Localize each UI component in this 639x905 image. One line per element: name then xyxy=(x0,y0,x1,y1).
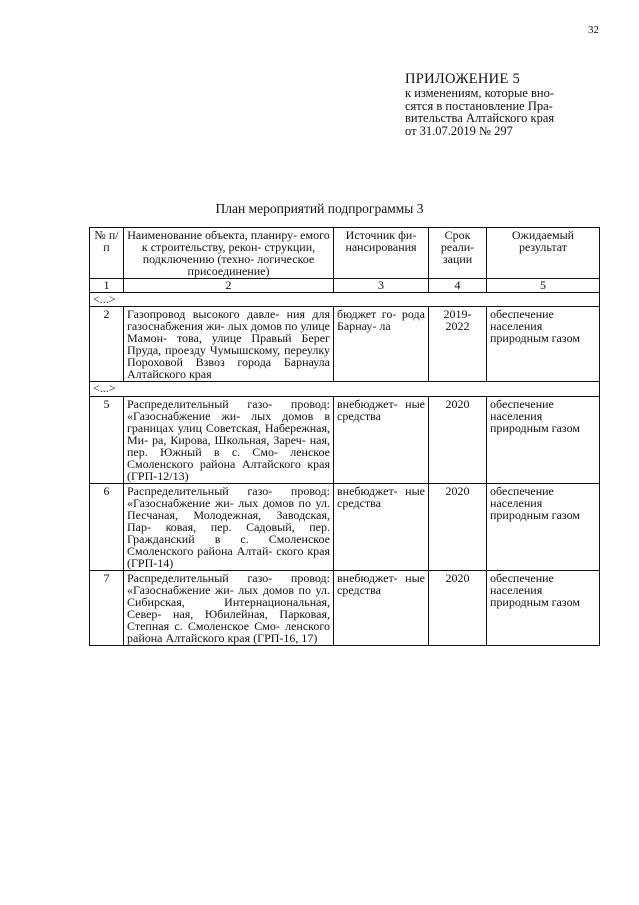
appendix-line: сятся в постановление Пра- xyxy=(405,98,553,113)
implementation-term: 2020 xyxy=(429,483,487,570)
expected-result: обеспечение населения природным газом xyxy=(487,307,600,382)
omission-row xyxy=(90,293,600,307)
measures-table xyxy=(89,227,600,646)
object-name: Распределительный газо- провод: «Газоснабжение жи- лых домов в границах улиц Советская, Набережная, Ми- ра, Кирова, Школьная, Зареч- ная, пер. Южный в с. Смо- ленское Смоленского района Алтайского края (ГРП-12/13) xyxy=(124,396,334,483)
funding-source: внебюджет- ные средства xyxy=(334,483,429,570)
appendix-line: к изменениям, которые вно- xyxy=(405,85,555,100)
table-row xyxy=(90,570,600,645)
header-object-name: Наименование объекта, планиру- емого к строительству, рекон- струкции, подключению (техно- логическое присоединение) xyxy=(124,228,334,279)
expected-result: обеспечение населения природным газом xyxy=(487,483,600,570)
funding-source: внебюджет- ные средства xyxy=(334,396,429,483)
column-number: 4 xyxy=(429,279,487,293)
row-number: 5 xyxy=(90,396,124,483)
appendix-line: от 31.07.2019 № 297 xyxy=(405,124,513,139)
column-number-row xyxy=(90,279,600,293)
implementation-term: 2020 xyxy=(429,396,487,483)
implementation-term: 2019- 2022 xyxy=(429,307,487,382)
appendix-line: вительства Алтайского края xyxy=(405,111,555,126)
column-number: 2 xyxy=(124,279,334,293)
plan-title: План мероприятий подпрограммы 3 xyxy=(215,201,424,216)
funding-source: бюджет го- рода Барнау- ла xyxy=(334,307,429,382)
header-row xyxy=(90,228,600,279)
header-expected-result: Ожидаемый результат xyxy=(487,228,600,279)
appendix-block xyxy=(405,72,554,138)
table-row xyxy=(90,307,600,382)
omission-row xyxy=(90,382,600,396)
column-number: 5 xyxy=(487,279,600,293)
object-name: Распределительный газо- провод: «Газоснабжение жи- лых домов по ул. Песчаная, Молодежная, Заводская, Пар- ковая, пер. Садовый, пер. Гражданский в с. Смоленское Смоленского района Алтай- ского края (ГРП-14) xyxy=(124,483,334,570)
column-number: 3 xyxy=(334,279,429,293)
page-number: 32 xyxy=(588,24,599,36)
row-number: 7 xyxy=(90,570,124,645)
omission-marker: <...> xyxy=(90,293,600,307)
header-term: Срок реали- зации xyxy=(429,228,487,279)
row-number: 6 xyxy=(90,483,124,570)
object-name: Газопровод высокого давле- ния для газоснабжения жи- лых домов по улице Мамон- това, улице Правый Берег Пруда, проезду Чумышскому, переулку Пороховой Взвоз города Барнаула Алтайского края xyxy=(124,307,334,382)
expected-result: обеспечение населения природным газом xyxy=(487,396,600,483)
table-row xyxy=(90,396,600,483)
omission-marker: <...> xyxy=(90,382,600,396)
implementation-term: 2020 xyxy=(429,570,487,645)
expected-result: обеспечение населения природным газом xyxy=(487,570,600,645)
header-number: № п/ п xyxy=(90,228,124,279)
row-number: 2 xyxy=(90,307,124,382)
table-body xyxy=(90,279,600,646)
column-number: 1 xyxy=(90,279,124,293)
funding-source: внебюджет- ные средства xyxy=(334,570,429,645)
object-name: Распределительный газо- провод: «Газоснабжение жи- лых домов по ул. Сибирская, Интернациональная, Север- ная, Юбилейная, Парковая, Степная с. Смоленское Смо- ленского района Алтайского края (ГРП-16, 17) xyxy=(124,570,334,645)
appendix-heading: ПРИЛОЖЕНИЕ 5 xyxy=(405,71,521,87)
table-row xyxy=(90,483,600,570)
header-funding-source: Источник фи- нансирования xyxy=(334,228,429,279)
